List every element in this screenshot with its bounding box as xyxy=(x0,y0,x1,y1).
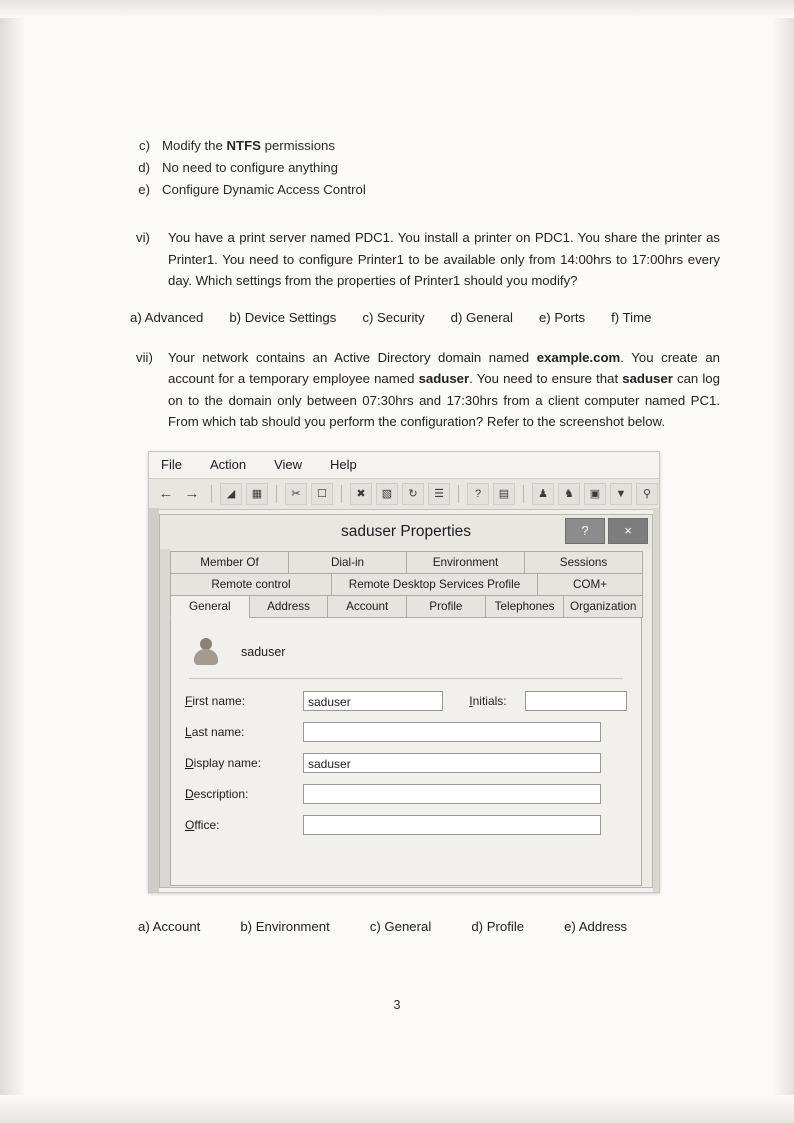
dialog-title-buttons xyxy=(565,518,648,544)
question-text: Your network contains an Active Directory domain named example.com. You create an account for a temporary employee named saduser. You need to ensure that saduser can log on to the domain only between 07:30hrs and 17:30hrs from a client computer named PC1. From which tab should you perform the configuration? Refer to the screenshot below. xyxy=(168,349,720,429)
paste-icon[interactable]: ☐ xyxy=(311,483,333,505)
page-edge-left xyxy=(0,0,26,1123)
new-container-icon[interactable]: ▣ xyxy=(584,483,606,505)
answers-vi xyxy=(130,310,720,325)
properties-icon[interactable]: ▦ xyxy=(246,483,268,505)
answer-option: f) Time xyxy=(611,309,652,325)
question-number: vii) xyxy=(136,349,153,365)
menu-action[interactable]: Action xyxy=(209,457,247,472)
description-row xyxy=(185,784,627,804)
user-header xyxy=(185,630,627,674)
answer-option: c) General xyxy=(369,918,432,934)
tab-organization[interactable]: Organization xyxy=(563,595,643,618)
answer-option: d) Profile xyxy=(471,918,525,934)
page-edge-top xyxy=(0,0,794,18)
last-name-label: Last name: xyxy=(185,724,245,739)
tab-sessions[interactable]: Sessions xyxy=(524,551,643,573)
find-icon[interactable]: ⚲ xyxy=(636,483,658,505)
answer-option: b) Device Settings xyxy=(229,309,337,325)
display-name-label: Display name: xyxy=(185,755,262,770)
tab-account[interactable]: Account xyxy=(327,595,407,618)
choice-letter: e) xyxy=(138,182,150,197)
choice-text: No need to configure anything xyxy=(162,160,338,175)
choice-letter: d) xyxy=(138,160,150,175)
office-field[interactable] xyxy=(303,815,601,835)
tab-com-plus[interactable]: COM+ xyxy=(537,573,643,595)
tab-general[interactable]: General xyxy=(170,595,250,618)
refresh-icon[interactable]: ↻ xyxy=(402,483,424,505)
new-user-icon[interactable]: ♟ xyxy=(532,483,554,505)
tab-environment[interactable]: Environment xyxy=(406,551,525,573)
description-label: Description: xyxy=(185,786,249,801)
user-icon xyxy=(193,637,219,667)
tab-profile[interactable]: Profile xyxy=(406,595,486,618)
answer-option: b) Environment xyxy=(240,918,330,934)
delete-icon[interactable]: ✖ xyxy=(350,483,372,505)
tab-row-3 xyxy=(170,595,642,618)
toolbar-separator xyxy=(276,485,277,503)
console-menubar[interactable] xyxy=(149,452,659,478)
user-display-name: saduser xyxy=(241,644,286,659)
list-item xyxy=(120,157,720,179)
close-icon[interactable]: × xyxy=(608,518,648,544)
general-tab-panel xyxy=(170,618,642,886)
menu-view[interactable]: View xyxy=(274,457,303,472)
toolbar-separator xyxy=(523,485,524,503)
answer-option: c) Security xyxy=(362,309,425,325)
window-icon[interactable]: ▤ xyxy=(493,483,515,505)
menu-help[interactable]: Help xyxy=(330,457,357,472)
filter-icon[interactable]: ▼ xyxy=(610,483,632,505)
answers-vii xyxy=(138,919,720,934)
page-content xyxy=(120,135,720,934)
console-left-strip xyxy=(149,508,159,892)
saduser-properties-dialog xyxy=(159,514,653,888)
office-row xyxy=(185,815,627,835)
display-name-row xyxy=(185,753,627,773)
answer-option: a) Account xyxy=(138,918,201,934)
console-right-strip xyxy=(653,508,659,892)
dialog-tabs[interactable] xyxy=(160,549,652,618)
dialog-title: saduser Properties xyxy=(340,522,472,540)
tab-remote-desktop-services-profile[interactable]: Remote Desktop Services Profile xyxy=(331,573,538,595)
console-toolbar[interactable] xyxy=(149,478,659,510)
last-name-row xyxy=(185,722,627,742)
tab-address[interactable]: Address xyxy=(249,595,329,618)
new-group-icon[interactable]: ♞ xyxy=(558,483,580,505)
question-number: vi) xyxy=(136,230,150,245)
dialog-left-strip xyxy=(160,549,170,887)
toolbar-separator xyxy=(341,485,342,503)
list-item xyxy=(120,135,720,157)
embedded-screenshot xyxy=(148,451,660,893)
forward-arrow-icon[interactable]: → xyxy=(184,485,200,502)
tab-remote-control[interactable]: Remote control xyxy=(170,573,332,595)
page-edge-bottom xyxy=(0,1095,794,1123)
description-field[interactable] xyxy=(303,784,601,804)
question-vi xyxy=(120,227,720,292)
tab-telephones[interactable]: Telephones xyxy=(485,595,565,618)
choice-list-previous-question xyxy=(120,135,720,201)
divider xyxy=(189,678,623,679)
answer-option: e) Address xyxy=(564,918,628,934)
page-edge-right xyxy=(772,0,794,1123)
choice-text: Configure Dynamic Access Control xyxy=(162,182,366,197)
tab-dial-in[interactable]: Dial-in xyxy=(288,551,407,573)
choice-text: Modify the NTFS permissions xyxy=(162,138,335,153)
first-name-label: First name: xyxy=(185,693,246,708)
answer-option: a) Advanced xyxy=(130,309,204,325)
question-text: You have a print server named PDC1. You install a printer on PDC1. You share the printer as Printer1. You need to configure Printer1 to be available only from 14:00hrs to 17:00hrs every day. Which settings from the properties of Printer1 should you modify? xyxy=(168,230,720,288)
office-label: Office: xyxy=(185,817,220,832)
export-icon[interactable]: ☰ xyxy=(428,483,450,505)
first-name-field[interactable]: saduser xyxy=(303,691,443,711)
cut-icon[interactable]: ✂ xyxy=(285,483,307,505)
up-folder-icon[interactable]: ◢ xyxy=(220,483,242,505)
choice-letter: c) xyxy=(139,138,150,153)
list-item xyxy=(120,179,720,201)
toolbar-separator xyxy=(458,485,459,503)
back-arrow-icon[interactable]: ← xyxy=(158,485,174,502)
menu-file[interactable]: File xyxy=(161,457,182,472)
dialog-titlebar xyxy=(160,515,652,549)
tab-row-2 xyxy=(170,573,642,595)
page-number: 3 xyxy=(393,998,401,1012)
tab-row-1 xyxy=(170,551,642,573)
tab-member-of[interactable]: Member Of xyxy=(170,551,289,573)
initials-field[interactable] xyxy=(525,691,627,711)
help-icon[interactable]: ? xyxy=(467,483,489,505)
initials-label: Initials: xyxy=(469,693,507,708)
toolbar-separator xyxy=(211,485,212,503)
last-name-field[interactable] xyxy=(303,722,601,742)
answer-option: d) General xyxy=(450,309,513,325)
question-vii xyxy=(120,347,720,433)
first-name-row xyxy=(185,691,627,711)
copy-icon[interactable]: ▧ xyxy=(376,483,398,505)
answer-option: e) Ports xyxy=(538,309,586,325)
display-name-field[interactable]: saduser xyxy=(303,753,601,773)
help-button[interactable]: ? xyxy=(565,518,605,544)
